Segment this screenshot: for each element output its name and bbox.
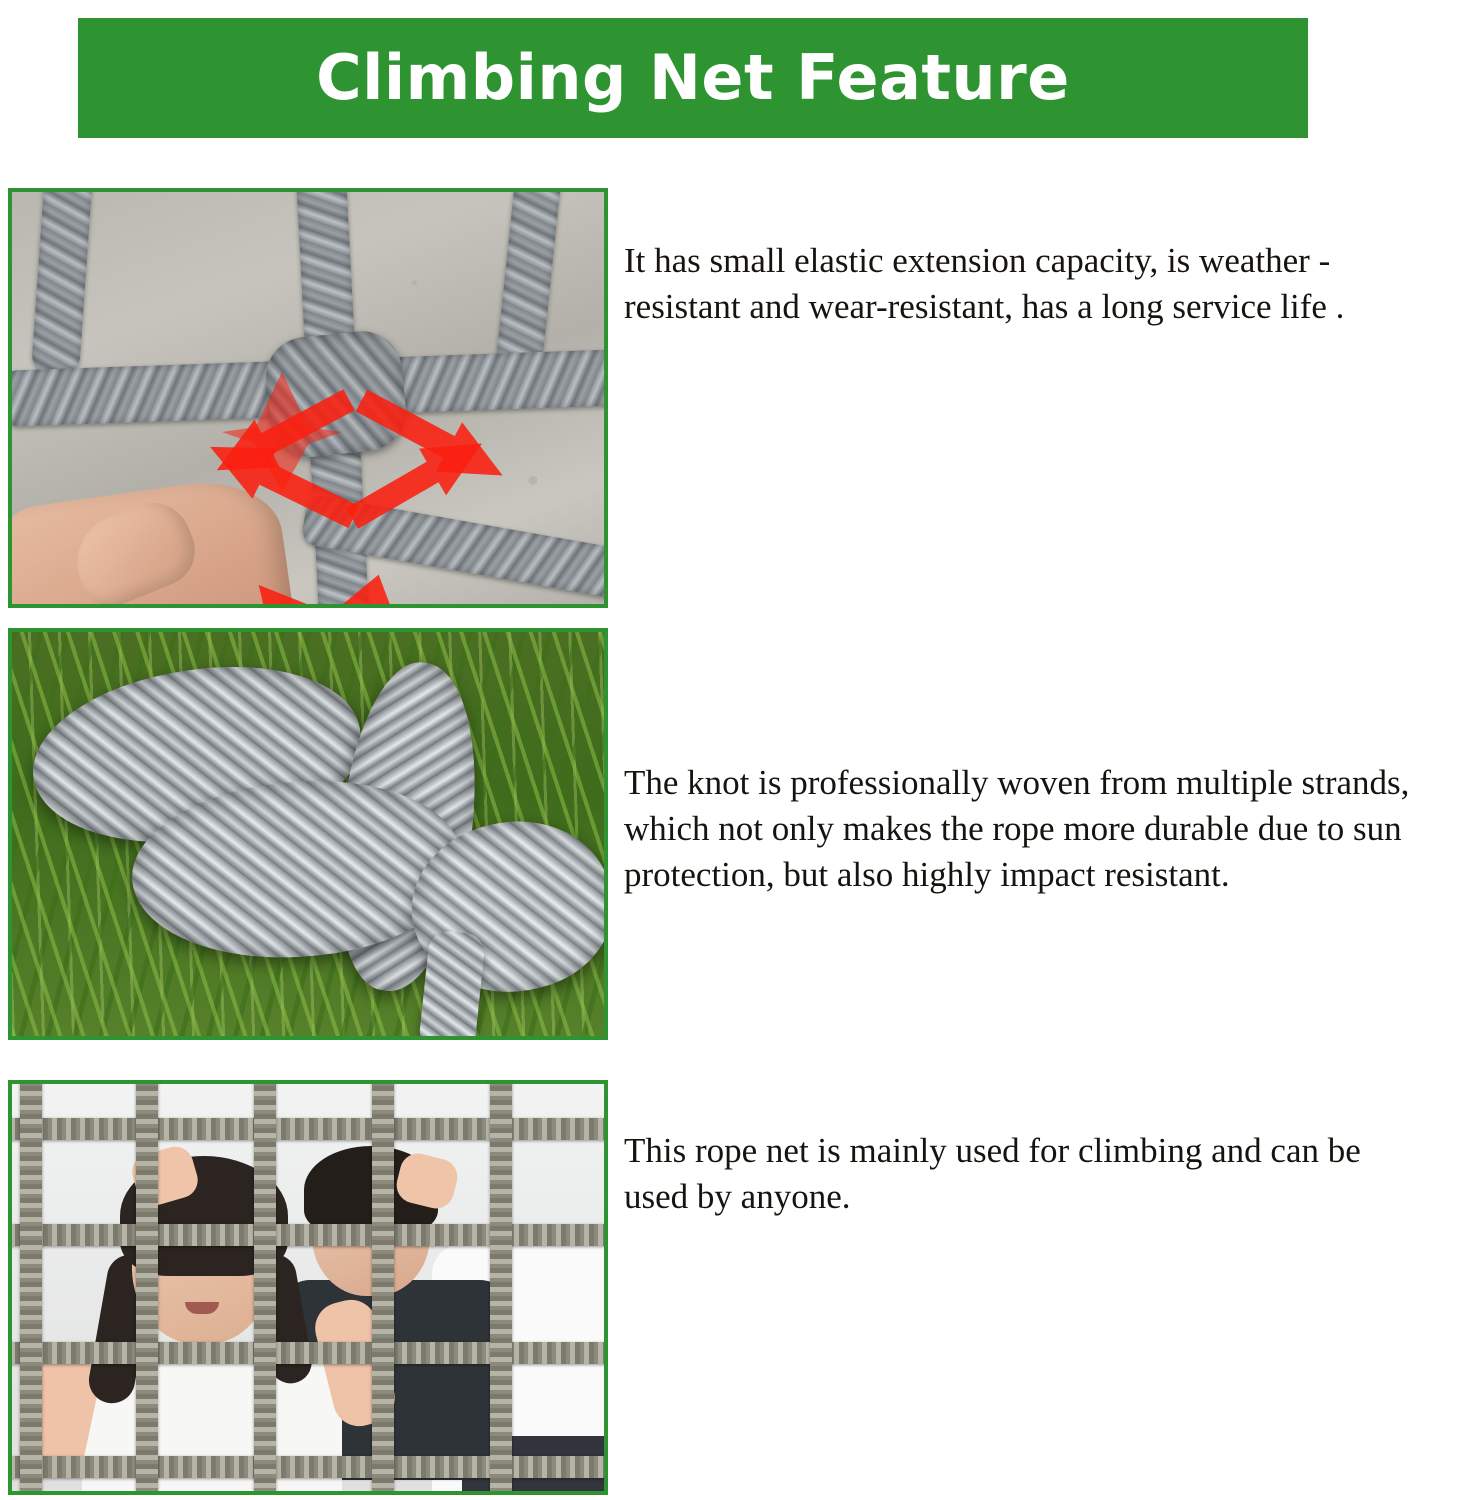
net-rope-horizontal [8, 1118, 608, 1140]
feature-image-elasticity [8, 188, 608, 608]
net-rope-vertical [254, 1080, 276, 1495]
child-front-eye-right [222, 1252, 244, 1263]
net-rope-vertical [20, 1080, 42, 1495]
net-rope-vertical [490, 1080, 512, 1495]
feature-image-knot [8, 628, 608, 1040]
feature-row [8, 1080, 1451, 1495]
feature-text-elasticity: It has small elastic extension capacity, is weather -resistant and wear-resistant, has a long service life . [624, 241, 1345, 327]
rope-tail [418, 929, 486, 1040]
page-title: Climbing Net Feature [316, 41, 1070, 114]
net-rope-horizontal [8, 1342, 608, 1364]
feature-row [8, 628, 1451, 1040]
feature-row [8, 188, 1451, 608]
net-rope-horizontal [8, 1456, 608, 1478]
net-rope-vertical [136, 1080, 158, 1495]
header-banner [78, 18, 1308, 138]
feature-text-usage: This rope net is mainly used for climbing and can be used by anyone. [624, 1131, 1361, 1217]
feature-text-knot: The knot is professionally woven from multiple strands, which not only makes the rope more durable due to sun protection, but also highly impact resistant. [624, 763, 1410, 895]
net-rope-horizontal [8, 1224, 608, 1246]
net-rope-vertical [372, 1080, 394, 1495]
child-front-eye-left [164, 1252, 186, 1263]
feature-image-usage [8, 1080, 608, 1495]
